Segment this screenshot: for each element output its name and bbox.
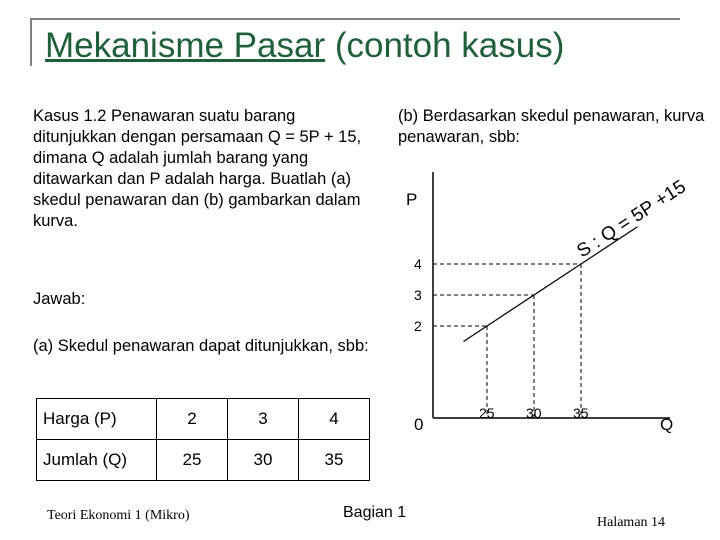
title-main: Mekanisme Pasar (45, 26, 326, 65)
row-header-quantity: Jumlah (Q) (37, 440, 157, 481)
y-tick-label: 2 (414, 318, 422, 334)
footer-section: Bagian 1 (343, 504, 407, 521)
quantity-cell: 30 (228, 440, 299, 481)
quantity-cell: 25 (157, 440, 228, 481)
row-header-price: Harga (P) (37, 399, 157, 440)
part-b-text: (b) Berdasarkan skedul penawaran, kurva penawaran, sbb: (398, 107, 705, 146)
y-axis-label: P (406, 190, 418, 209)
price-cell: 2 (157, 399, 228, 440)
price-cell: 4 (299, 399, 370, 440)
y-tick-labels (414, 256, 422, 334)
origin-label: 0 (414, 415, 424, 434)
y-tick-label: 3 (414, 287, 422, 303)
jawab-label: Jawab: (33, 290, 86, 308)
quantity-cell: 35 (299, 440, 370, 481)
x-axis-label: Q (660, 415, 674, 434)
footer-course-title: Teori Ekonomi 1 (Mikro) (47, 508, 190, 523)
y-tick-label: 4 (414, 256, 422, 272)
price-cell: 3 (228, 399, 299, 440)
x-tick-label: 30 (526, 405, 542, 421)
problem-statement: Kasus 1.2 Penawaran suatu barang ditunjukkan dengan persamaan Q = 5P + 15, dimana Q adalah jumlah barang yang ditawarkan dan P adalah harga. Buatlah (a) skedul penawaran dan (b) gambarkan dalam kurva. (33, 107, 362, 230)
supply-equation-label: S : Q = 5P +15 (573, 176, 690, 263)
part-a-text: (a) Skedul penawaran dapat ditunjukkan, sbb: (33, 337, 369, 355)
guide-lines (433, 264, 581, 418)
x-tick-label: 35 (573, 405, 589, 421)
footer-page-number: Halaman 14 (597, 515, 666, 530)
title-rest: (contoh kasus) (325, 26, 565, 65)
x-tick-label: 25 (479, 405, 495, 421)
